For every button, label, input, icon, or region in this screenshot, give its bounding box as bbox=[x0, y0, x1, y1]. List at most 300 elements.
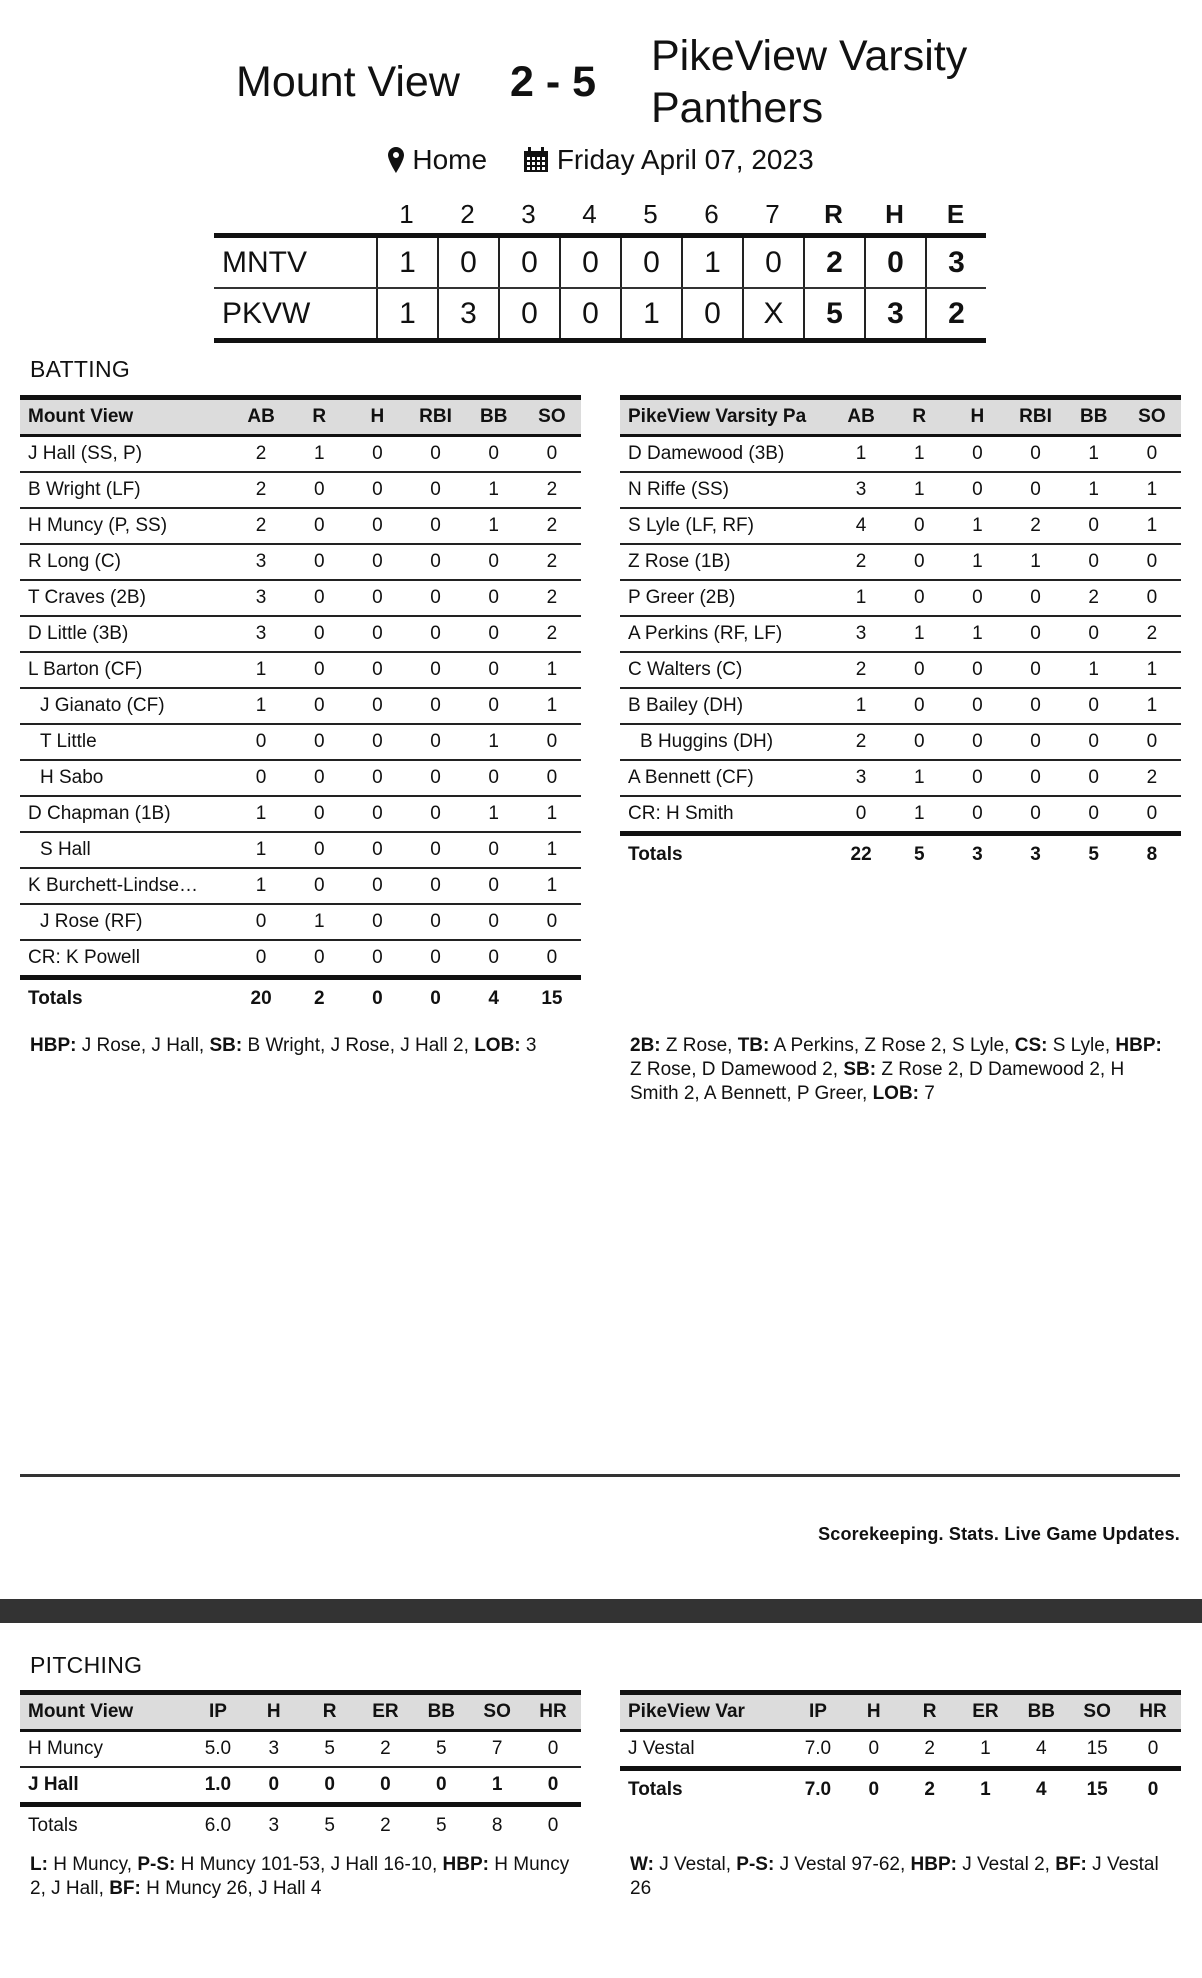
note-text: B Wright, J Rose, J Hall 2, bbox=[242, 1035, 475, 1056]
stat-cell: 3 bbox=[232, 616, 290, 652]
player-name: CR: K Powell bbox=[20, 940, 232, 978]
stat-cell: 1 bbox=[523, 796, 581, 832]
player-name: S Hall bbox=[20, 832, 232, 868]
line-score-row bbox=[214, 238, 986, 287]
stat-cell: 0 bbox=[406, 904, 464, 940]
player-name: R Long (C) bbox=[20, 544, 232, 580]
stat-cell: 0 bbox=[465, 580, 523, 616]
totals-cell: 15 bbox=[541, 988, 563, 1009]
batting-notes-home bbox=[630, 1034, 1175, 1106]
totals-cell: 20 bbox=[250, 988, 272, 1009]
batting-notes-away bbox=[30, 1034, 570, 1058]
note-label: BF: bbox=[109, 1878, 141, 1899]
stat-cell: 0 bbox=[465, 760, 523, 796]
stat-cell: 0 bbox=[406, 940, 464, 978]
team-header: Mount View bbox=[20, 398, 232, 436]
batting-table-away bbox=[20, 395, 581, 1018]
map-pin-icon bbox=[388, 147, 404, 173]
player-name: D Little (3B) bbox=[20, 616, 232, 652]
stat-cell: 0 bbox=[1006, 580, 1064, 616]
note-text: J Rose, J Hall, bbox=[76, 1035, 210, 1056]
stat-cell: 0 bbox=[525, 1767, 581, 1805]
stat-cell: 0 bbox=[948, 652, 1006, 688]
totals-row bbox=[620, 834, 1181, 875]
stat-cell: 0 bbox=[523, 436, 581, 473]
column-header: HR bbox=[1125, 1693, 1181, 1731]
stat-cell: 1 bbox=[948, 616, 1006, 652]
stat-cell: 4 bbox=[1013, 1731, 1069, 1769]
stat-cell: 0 bbox=[348, 868, 406, 904]
stat-cell: 0 bbox=[290, 688, 348, 724]
stat-cell: 5 bbox=[302, 1731, 358, 1768]
column-header: H bbox=[246, 1693, 302, 1731]
stat-cell: 1 bbox=[232, 652, 290, 688]
stat-cell: 0 bbox=[358, 1767, 414, 1805]
stat-cell: 0 bbox=[406, 508, 464, 544]
player-name: T Craves (2B) bbox=[20, 580, 232, 616]
stat-cell: 0 bbox=[890, 508, 948, 544]
stat-cell: 0 bbox=[406, 472, 464, 508]
note-label: L: bbox=[30, 1854, 48, 1875]
line-score-row bbox=[214, 287, 986, 338]
stat-cell: 0 bbox=[1065, 508, 1123, 544]
player-row bbox=[620, 760, 1181, 796]
column-header: BB bbox=[413, 1693, 469, 1731]
stat-cell: 0 bbox=[290, 760, 348, 796]
note-label: SB: bbox=[209, 1035, 243, 1056]
stat-cell: 4 bbox=[832, 508, 890, 544]
stat-cell: 0 bbox=[1006, 724, 1064, 760]
note-label: W: bbox=[630, 1854, 654, 1875]
note-label: P-S: bbox=[137, 1854, 176, 1875]
stat-cell: 0 bbox=[348, 796, 406, 832]
line-score bbox=[214, 190, 986, 343]
column-header: SO bbox=[469, 1693, 525, 1731]
stat-cell: 0 bbox=[948, 688, 1006, 724]
line-score-body bbox=[214, 233, 986, 343]
stat-cell: 0 bbox=[290, 580, 348, 616]
stat-cell: 0 bbox=[232, 940, 290, 978]
column-header: RBI bbox=[406, 398, 464, 436]
player-name: J Hall bbox=[20, 1767, 190, 1805]
stat-cell: 0 bbox=[348, 904, 406, 940]
player-name: L Barton (CF) bbox=[20, 652, 232, 688]
stat-cell: 0 bbox=[948, 796, 1006, 834]
stat-cell: 0 bbox=[413, 1767, 469, 1805]
stat-cell: 1 bbox=[465, 508, 523, 544]
stat-cell: 2 bbox=[832, 652, 890, 688]
stat-cell: 2 bbox=[232, 472, 290, 508]
note-text: J Vestal 97-62, bbox=[774, 1854, 911, 1875]
table-header-row bbox=[20, 1693, 581, 1731]
player-row bbox=[620, 616, 1181, 652]
stat-cell: 2 bbox=[1065, 580, 1123, 616]
player-row bbox=[20, 904, 581, 940]
stat-cell: 1 bbox=[1123, 508, 1181, 544]
column-header: R bbox=[290, 398, 348, 436]
player-name: P Greer (2B) bbox=[620, 580, 832, 616]
stat-cell: 3 bbox=[832, 472, 890, 508]
stat-cell: 3 bbox=[246, 1731, 302, 1768]
stat-cell: 2 bbox=[1123, 760, 1181, 796]
player-row bbox=[620, 436, 1181, 473]
team-header: Mount View bbox=[20, 1693, 190, 1731]
stat-cell: 3 bbox=[832, 760, 890, 796]
footer-tagline: Scorekeeping. Stats. Live Game Updates. bbox=[818, 1524, 1180, 1544]
stat-cell: 0 bbox=[348, 508, 406, 544]
stat-cell: 0 bbox=[348, 760, 406, 796]
line-score-h: 3 bbox=[864, 289, 925, 338]
stat-cell: 2 bbox=[1006, 508, 1064, 544]
stat-cell: 0 bbox=[406, 724, 464, 760]
note-label: BF: bbox=[1055, 1854, 1087, 1875]
stat-cell: 0 bbox=[348, 724, 406, 760]
totals-cell: 6.0 bbox=[204, 1815, 232, 1836]
stat-cell: 0 bbox=[406, 868, 464, 904]
player-row bbox=[20, 472, 581, 508]
player-name: J Gianato (CF) bbox=[20, 688, 232, 724]
stat-cell: 0 bbox=[302, 1767, 358, 1805]
line-score-col-header: R bbox=[824, 199, 843, 229]
line-score-col-header: 5 bbox=[643, 199, 658, 229]
player-row bbox=[20, 688, 581, 724]
totals-row bbox=[620, 1769, 1181, 1810]
stat-cell: 1 bbox=[890, 436, 948, 473]
stat-cell: 0 bbox=[465, 652, 523, 688]
stat-cell: 1 bbox=[232, 832, 290, 868]
column-header: AB bbox=[232, 398, 290, 436]
stat-cell: 0 bbox=[232, 904, 290, 940]
stat-cell: 0 bbox=[232, 724, 290, 760]
team-header: PikeView Varsity Pa bbox=[620, 398, 832, 436]
stat-cell: 0 bbox=[523, 724, 581, 760]
note-label: TB: bbox=[737, 1035, 770, 1056]
stat-cell: 0 bbox=[348, 544, 406, 580]
stat-cell: 0 bbox=[948, 760, 1006, 796]
stat-cell: 0 bbox=[1065, 760, 1123, 796]
line-score-col-header: E bbox=[946, 199, 965, 229]
stat-cell: 0 bbox=[465, 544, 523, 580]
player-row bbox=[620, 580, 1181, 616]
stat-cell: 1 bbox=[523, 832, 581, 868]
totals-cell: 4 bbox=[1036, 1779, 1047, 1800]
stat-cell: 1 bbox=[890, 616, 948, 652]
stat-cell: 1 bbox=[832, 436, 890, 473]
column-header: HR bbox=[525, 1693, 581, 1731]
column-header: R bbox=[302, 1693, 358, 1731]
player-row bbox=[620, 652, 1181, 688]
totals-cell: 22 bbox=[850, 844, 872, 865]
game-meta bbox=[0, 142, 1202, 182]
totals-cell: 3 bbox=[972, 844, 983, 865]
stat-cell: 0 bbox=[890, 652, 948, 688]
player-name: J Vestal bbox=[620, 1731, 790, 1769]
stat-cell: 5 bbox=[413, 1731, 469, 1768]
totals-cell: 15 bbox=[1086, 1779, 1108, 1800]
column-header: RBI bbox=[1006, 398, 1064, 436]
stat-cell: 0 bbox=[1065, 796, 1123, 834]
stat-cell: 2 bbox=[523, 508, 581, 544]
column-header: R bbox=[902, 1693, 958, 1731]
stat-cell: 0 bbox=[525, 1731, 581, 1768]
stat-cell: 0 bbox=[948, 436, 1006, 473]
stat-cell: 0 bbox=[1123, 436, 1181, 473]
stat-cell: 1 bbox=[1123, 472, 1181, 508]
divider bbox=[20, 1474, 1180, 1477]
player-name: H Sabo bbox=[20, 760, 232, 796]
stat-cell: 0 bbox=[465, 832, 523, 868]
totals-cell: 3 bbox=[1030, 844, 1041, 865]
stat-cell: 1 bbox=[523, 688, 581, 724]
totals-cell: 0 bbox=[372, 988, 383, 1009]
stat-cell: 0 bbox=[348, 436, 406, 473]
player-row bbox=[620, 472, 1181, 508]
stat-cell: 0 bbox=[348, 472, 406, 508]
stat-cell: 0 bbox=[948, 472, 1006, 508]
player-row bbox=[620, 724, 1181, 760]
player-row bbox=[20, 652, 581, 688]
stat-cell: 0 bbox=[1065, 616, 1123, 652]
totals-row bbox=[20, 1805, 581, 1846]
location bbox=[388, 142, 487, 178]
player-row bbox=[20, 544, 581, 580]
note-label: P-S: bbox=[736, 1854, 775, 1875]
stat-cell: 0 bbox=[465, 868, 523, 904]
note-label: SB: bbox=[843, 1059, 877, 1080]
note-text: Z Rose, D Damewood 2, bbox=[630, 1035, 1168, 1080]
totals-cell: 5 bbox=[324, 1815, 335, 1836]
stat-cell: 0 bbox=[832, 796, 890, 834]
inning-score: 0 bbox=[742, 238, 803, 287]
stat-cell: 2 bbox=[232, 508, 290, 544]
stat-cell: 0 bbox=[1125, 1731, 1181, 1769]
stat-cell: 0 bbox=[232, 760, 290, 796]
line-score-col-header: H bbox=[885, 199, 904, 229]
player-name: C Walters (C) bbox=[620, 652, 832, 688]
note-text: Z Rose, bbox=[660, 1035, 738, 1056]
stat-cell: 0 bbox=[1006, 436, 1064, 473]
stat-cell: 0 bbox=[1065, 724, 1123, 760]
line-score-h: 0 bbox=[864, 238, 925, 287]
stat-cell: 1 bbox=[948, 544, 1006, 580]
stat-cell: 1 bbox=[465, 724, 523, 760]
stat-cell: 1 bbox=[1123, 688, 1181, 724]
stat-cell: 0 bbox=[290, 724, 348, 760]
note-text: J Vestal 2, bbox=[957, 1854, 1056, 1875]
totals-label: Totals bbox=[628, 1779, 683, 1800]
stat-cell: 0 bbox=[406, 832, 464, 868]
player-name: S Lyle (LF, RF) bbox=[620, 508, 832, 544]
stat-cell: 0 bbox=[406, 688, 464, 724]
note-label: 2B: bbox=[630, 1035, 661, 1056]
player-name: A Perkins (RF, LF) bbox=[620, 616, 832, 652]
column-header: H bbox=[348, 398, 406, 436]
note-label: LOB: bbox=[872, 1083, 920, 1104]
stat-cell: 0 bbox=[1065, 688, 1123, 724]
stat-cell: 0 bbox=[290, 472, 348, 508]
inning-score: 0 bbox=[681, 289, 742, 338]
stat-cell: 0 bbox=[348, 940, 406, 978]
stat-cell: 1 bbox=[890, 796, 948, 834]
player-name: D Chapman (1B) bbox=[20, 796, 232, 832]
stat-cell: 2 bbox=[523, 616, 581, 652]
line-score-team: MNTV bbox=[222, 245, 307, 279]
player-name: D Damewood (3B) bbox=[620, 436, 832, 473]
column-header: H bbox=[948, 398, 1006, 436]
stat-cell: 0 bbox=[290, 868, 348, 904]
player-name: A Bennett (CF) bbox=[620, 760, 832, 796]
stat-cell: 5.0 bbox=[190, 1731, 246, 1768]
stat-cell: 1 bbox=[1065, 436, 1123, 473]
stat-cell: 0 bbox=[846, 1731, 902, 1769]
line-score-col-header: 7 bbox=[765, 199, 780, 229]
stat-cell: 0 bbox=[406, 760, 464, 796]
note-text: H Muncy, bbox=[47, 1854, 138, 1875]
player-name: B Huggins (DH) bbox=[620, 724, 832, 760]
player-row bbox=[20, 796, 581, 832]
note-text: S Lyle, bbox=[1047, 1035, 1116, 1056]
totals-label: Totals bbox=[28, 1815, 78, 1836]
totals-label: Totals bbox=[28, 988, 83, 1009]
stat-cell: 0 bbox=[290, 796, 348, 832]
stat-cell: 0 bbox=[890, 688, 948, 724]
player-row bbox=[20, 832, 581, 868]
inning-score: 0 bbox=[559, 238, 620, 287]
stat-cell: 1 bbox=[1065, 652, 1123, 688]
inning-score: 1 bbox=[376, 238, 437, 287]
stat-cell: 2 bbox=[358, 1731, 414, 1768]
totals-cell: 2 bbox=[380, 1815, 391, 1836]
stat-cell: 1 bbox=[232, 796, 290, 832]
stat-cell: 0 bbox=[290, 832, 348, 868]
column-header: SO bbox=[1069, 1693, 1125, 1731]
stat-cell: 1 bbox=[465, 796, 523, 832]
stat-cell: 1 bbox=[890, 472, 948, 508]
stat-cell: 0 bbox=[465, 940, 523, 978]
stat-cell: 0 bbox=[290, 616, 348, 652]
stat-cell: 0 bbox=[290, 940, 348, 978]
pitching-notes-home bbox=[630, 1853, 1185, 1901]
stat-cell: 0 bbox=[406, 580, 464, 616]
stat-cell: 0 bbox=[1065, 544, 1123, 580]
batting-section-title: BATTING bbox=[30, 356, 131, 382]
stat-cell: 0 bbox=[465, 616, 523, 652]
stat-cell: 0 bbox=[406, 436, 464, 473]
player-row bbox=[20, 508, 581, 544]
note-text: 3 bbox=[520, 1035, 537, 1056]
totals-cell: 5 bbox=[436, 1815, 447, 1836]
inning-score: 3 bbox=[437, 289, 498, 338]
inning-score: 0 bbox=[559, 289, 620, 338]
stat-cell: 3 bbox=[232, 580, 290, 616]
player-row bbox=[20, 724, 581, 760]
column-header: SO bbox=[1123, 398, 1181, 436]
table-header-row bbox=[20, 398, 581, 436]
line-score-col-header: 6 bbox=[704, 199, 719, 229]
totals-cell: 8 bbox=[1146, 844, 1158, 865]
stat-cell: 2 bbox=[832, 544, 890, 580]
line-score-col-header: 2 bbox=[460, 199, 475, 229]
table-header-row bbox=[620, 1693, 1181, 1731]
stat-cell: 0 bbox=[348, 652, 406, 688]
stat-cell: 1 bbox=[232, 868, 290, 904]
stat-cell: 0 bbox=[523, 940, 581, 978]
player-row bbox=[20, 436, 581, 473]
stat-cell: 2 bbox=[523, 580, 581, 616]
stat-cell: 1.0 bbox=[190, 1767, 246, 1805]
table-header-row bbox=[620, 398, 1181, 436]
stat-cell: 7 bbox=[469, 1731, 525, 1768]
note-text: J Vestal, bbox=[653, 1854, 737, 1875]
stat-cell: 1 bbox=[469, 1767, 525, 1805]
stat-cell: 7.0 bbox=[790, 1731, 846, 1769]
totals-cell: 0 bbox=[547, 1815, 559, 1836]
stat-cell: 0 bbox=[890, 724, 948, 760]
line-score-team: PKVW bbox=[222, 296, 311, 330]
stat-cell: 0 bbox=[465, 436, 523, 473]
totals-cell: 2 bbox=[924, 1779, 935, 1800]
team-header: PikeView Var bbox=[620, 1693, 790, 1731]
player-row bbox=[620, 544, 1181, 580]
stat-cell: 0 bbox=[406, 796, 464, 832]
player-name: H Muncy bbox=[20, 1731, 190, 1768]
column-header: H bbox=[846, 1693, 902, 1731]
inning-score: 0 bbox=[437, 238, 498, 287]
column-header: BB bbox=[1013, 1693, 1069, 1731]
stat-cell: 0 bbox=[290, 508, 348, 544]
stat-cell: 1 bbox=[832, 688, 890, 724]
stat-cell: 0 bbox=[348, 832, 406, 868]
stat-cell: 0 bbox=[465, 688, 523, 724]
column-header: ER bbox=[358, 1693, 414, 1731]
pitching-table-away bbox=[20, 1690, 581, 1845]
column-header: BB bbox=[465, 398, 523, 436]
note-text: H Muncy 2, J Hall, bbox=[30, 1854, 575, 1899]
stat-cell: 0 bbox=[1123, 724, 1181, 760]
stat-cell: 0 bbox=[1006, 796, 1064, 834]
totals-cell: 7.0 bbox=[804, 1779, 832, 1800]
player-name: T Little bbox=[20, 724, 232, 760]
player-name: B Bailey (DH) bbox=[620, 688, 832, 724]
line-score-r: 5 bbox=[803, 289, 864, 338]
stat-cell: 0 bbox=[948, 724, 1006, 760]
totals-cell: 0 bbox=[868, 1779, 880, 1800]
stat-cell: 0 bbox=[406, 616, 464, 652]
note-text: H Muncy 101-53, J Hall 16-10, bbox=[175, 1854, 443, 1875]
stat-cell: 0 bbox=[348, 616, 406, 652]
stat-cell: 15 bbox=[1069, 1731, 1125, 1769]
totals-cell: 2 bbox=[313, 988, 325, 1009]
home-team-name: PikeView Varsity Panthers bbox=[651, 32, 968, 132]
final-score: 2 - 5 bbox=[510, 58, 597, 106]
stat-cell: 0 bbox=[890, 544, 948, 580]
inning-score: 1 bbox=[376, 289, 437, 338]
column-header: AB bbox=[832, 398, 890, 436]
player-name: N Riffe (SS) bbox=[620, 472, 832, 508]
note-text: A Perkins, Z Rose 2, S Lyle, bbox=[769, 1035, 1015, 1056]
note-text: 7 bbox=[919, 1083, 935, 1104]
stat-cell: 0 bbox=[406, 544, 464, 580]
player-row bbox=[20, 940, 581, 978]
line-score-e: 3 bbox=[925, 238, 986, 287]
player-name: H Muncy (P, SS) bbox=[20, 508, 232, 544]
line-score-r: 2 bbox=[803, 238, 864, 287]
stat-cell: 1 bbox=[1123, 652, 1181, 688]
stat-cell: 1 bbox=[465, 472, 523, 508]
note-label: HBP: bbox=[442, 1854, 489, 1875]
inning-score: 0 bbox=[498, 289, 559, 338]
note-label: HBP: bbox=[30, 1035, 77, 1056]
